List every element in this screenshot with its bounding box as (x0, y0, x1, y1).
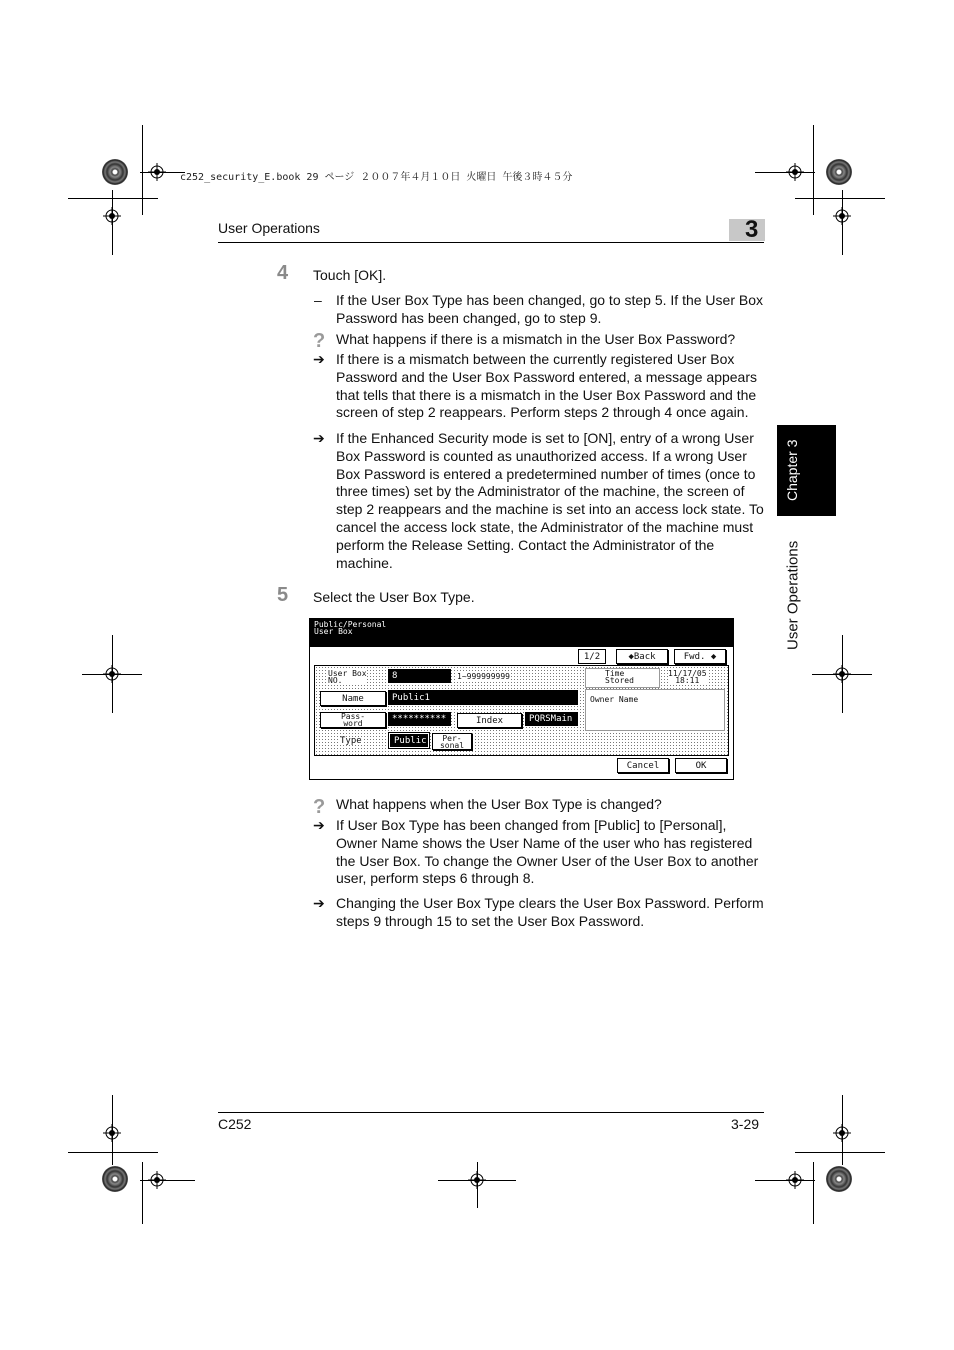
page-header-title: User Operations (218, 220, 320, 236)
question-text: What happens when the User Box Type is changed? (336, 796, 662, 812)
question-icon: ? (313, 796, 326, 818)
answer-text: Changing the User Box Type clears the User Box Password. Perform steps 9 through 15 to set the User Box Password. (336, 895, 764, 929)
registration-target-icon (833, 665, 851, 683)
registration-target-icon (103, 1124, 121, 1142)
registration-target-icon (103, 207, 121, 225)
back-button[interactable] (616, 649, 668, 664)
back-button-label: Back (633, 651, 656, 662)
arrow-icon: ➔ (313, 895, 325, 911)
registration-target-icon (103, 665, 121, 683)
type-label: Type (340, 736, 362, 746)
user-box-no-field[interactable]: 8 (388, 669, 451, 683)
ok-button[interactable]: OK (675, 758, 727, 773)
side-tab-section-label: User Operations (784, 540, 802, 650)
step-number: 4 (277, 262, 289, 284)
registration-target-icon (833, 207, 851, 225)
forward-button-label: Fwd. (683, 651, 706, 662)
forward-button[interactable] (674, 649, 726, 664)
type-public-button[interactable]: Public (389, 733, 429, 748)
registration-target-icon (148, 163, 166, 181)
type-personal-button[interactable]: Per- sonal (432, 733, 472, 750)
cancel-button[interactable]: Cancel (617, 758, 669, 773)
chapter-number: 3 (745, 216, 759, 243)
footer-model: C252 (218, 1116, 252, 1132)
user-box-no-label: User Box NO. (328, 669, 367, 685)
registration-target-icon (148, 1171, 166, 1189)
user-box-settings-screen (309, 618, 734, 780)
color-dial-icon (102, 159, 128, 185)
dash-marker: – (314, 292, 322, 308)
screen-title-line: Public/Personal (314, 620, 387, 629)
footer-divider (218, 1112, 764, 1113)
step-instruction: Touch [OK]. (313, 267, 387, 283)
registration-target-icon (833, 1124, 851, 1142)
time-stored-value: 11/17/05 18:11 (668, 669, 707, 685)
footer-page-number: 3-29 (731, 1116, 760, 1132)
screen-title-bar (310, 619, 733, 647)
side-tab-chapter-label: Chapter 3 (784, 439, 800, 502)
answer-text: If User Box Type has been changed from [Public] to [Personal], Owner Name shows the User Name of the user who has registered the User Box. To change the Owner User of the User Box to another user, perform steps 6 through 8. (336, 817, 759, 887)
color-dial-icon (102, 1166, 128, 1192)
index-button[interactable]: Index (457, 713, 522, 728)
name-field: Public1 (388, 690, 578, 705)
step-note: If the User Box Type has been changed, go to step 5. If the User Box Password has been changed, go to step 9. (336, 292, 763, 326)
question-text: What happens if there is a mismatch in the User Box Password? (336, 331, 736, 347)
step-number: 5 (277, 584, 289, 606)
book-info-line: c252_security_E.book 29 ページ ２００７年４月１０日 火曜日 午後３時４５分 (180, 172, 573, 183)
color-dial-icon (826, 159, 852, 185)
screen-title-line: User Box (314, 627, 353, 636)
arrow-icon: ➔ (313, 817, 325, 833)
arrow-left-icon: ◆ (628, 651, 634, 662)
time-stored-label: Time Stored (605, 669, 634, 685)
password-field: ********** (388, 712, 451, 726)
password-button[interactable]: Pass- word (320, 712, 386, 728)
question-icon: ? (313, 330, 326, 352)
header-divider (218, 242, 764, 243)
registration-target-icon (468, 1171, 486, 1189)
arrow-icon: ➔ (313, 351, 325, 367)
arrow-right-icon: ◆ (705, 651, 717, 662)
step-instruction: Select the User Box Type. (313, 589, 475, 605)
color-dial-icon (826, 1166, 852, 1192)
page-indicator: 1/2 (578, 649, 606, 664)
registration-target-icon (786, 1171, 804, 1189)
owner-name-label: Owner Name (590, 695, 639, 704)
arrow-icon: ➔ (313, 430, 325, 446)
answer-text: If there is a mismatch between the currently registered User Box Password and the User Box Password entered, a message appears that tells that there is a mismatch in the User Box Password and the screen of step 2 reappears. Perform steps 2 through 4 once again. (336, 351, 758, 421)
name-button[interactable]: Name (320, 691, 386, 706)
registration-target-icon (786, 163, 804, 181)
user-box-no-range: 1~999999999 (457, 672, 510, 681)
index-field: PQRSMain (525, 712, 578, 726)
answer-text: If the Enhanced Security mode is set to [ON], entry of a wrong User Box Password is counted as unauthorized access. If a wrong User Box Password is entered a predetermined number of times (once to three times) set by the Administrator of the machine, the screen of step 2 reappears and the machine is set into an access lock state. To cancel the access lock state, the Administrator of the machine must perform the Release Setting. Contact the Administrator of the machine. (336, 430, 764, 571)
